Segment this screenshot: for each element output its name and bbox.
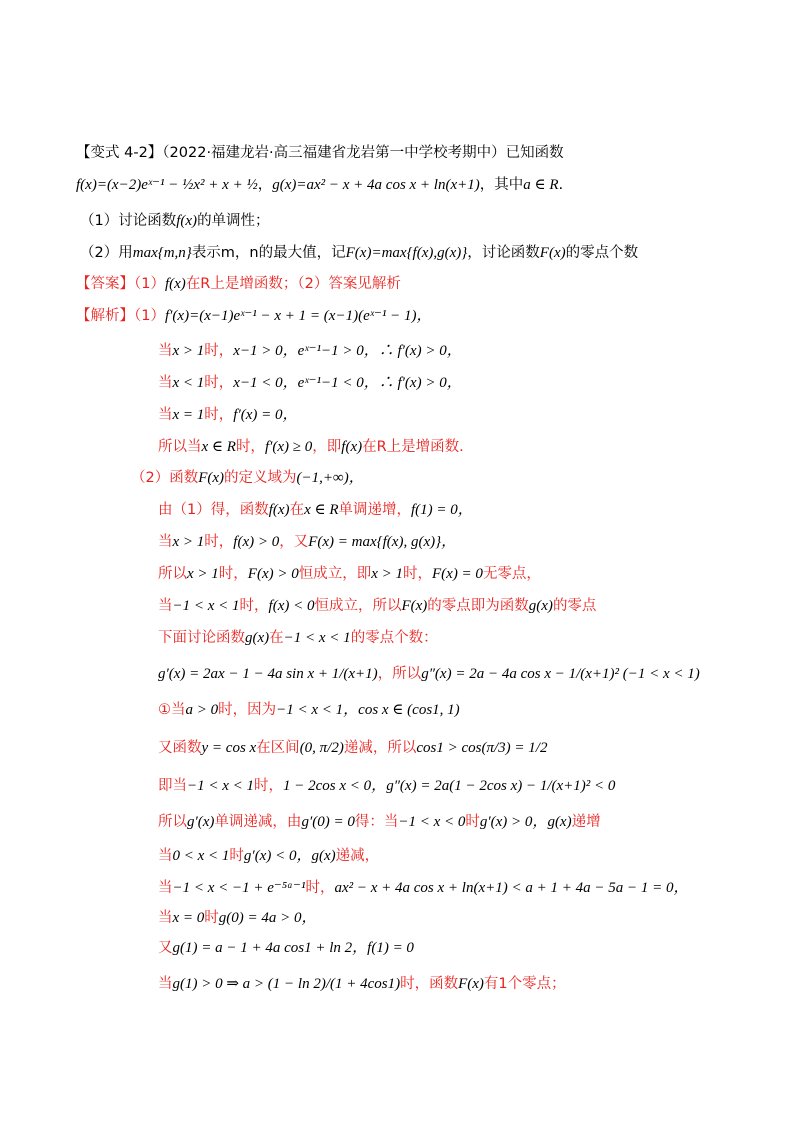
math: f(1) = 0， — [411, 502, 473, 518]
text: 下面讨论函数 — [158, 630, 245, 646]
math: x > 1 — [187, 566, 219, 582]
text: 恒成立，即 — [298, 566, 372, 582]
text: ，所以 — [377, 666, 422, 682]
math: f′(x) ≥ 0 — [264, 439, 313, 455]
solution-line-8 — [158, 532, 456, 552]
f-prime-expr: f′(x)=(x−1)eˣ⁻¹ − x + 1 = (x−1)(eˣ⁻¹ − 1)， — [164, 308, 432, 324]
math: x > 1 — [172, 343, 205, 359]
q2-mid: 表示m，n的最大值，记 — [191, 245, 346, 261]
text: 在R上是增函数. — [362, 439, 464, 455]
problem-tag: 【变式 4-2】 — [76, 145, 163, 161]
math: f(1) = 0 — [367, 940, 414, 956]
text: 在区间 — [256, 740, 300, 756]
answer-label: 【答案】 — [76, 276, 134, 292]
math: g(1) > 0 ⇒ a > (1 − ln 2)/(1 + 4cos1) — [172, 976, 401, 992]
solution-line-12 — [158, 664, 700, 684]
math: −1 < x < 1 — [187, 778, 255, 794]
solution-line-19 — [158, 908, 317, 928]
text: 无零点， — [482, 566, 541, 582]
math: a > 0 — [185, 702, 219, 718]
question-2 — [80, 243, 638, 263]
text: 时， — [204, 343, 234, 359]
math: cos x ∈ (cos1, 1) — [358, 702, 460, 718]
math: F(x) = max{f(x), g(x)}， — [308, 534, 457, 550]
math: −1 < x < 0 — [398, 814, 466, 830]
solution-line-11 — [158, 628, 438, 648]
text: 得：当 — [354, 814, 399, 830]
solution-line-17 — [158, 846, 379, 866]
q2-Fx: F(x) — [539, 245, 566, 261]
math: g(x) — [528, 598, 553, 614]
problem-definitions — [76, 175, 563, 195]
text: 的零点即为函数 — [427, 598, 529, 614]
g-definition: g(x)=ax² − x + 4a cos x + ln(x+1) — [272, 177, 480, 193]
math: 1 − 2cos x < 0， — [283, 778, 387, 794]
solution-line-6 — [131, 468, 364, 488]
math: ax² − x + 4a cos x + ln(x+1) < a + 1 + 4a − 5a − 1 = 0， — [334, 880, 689, 896]
math: x < 1 — [172, 375, 205, 391]
math: f(x) > 0 — [233, 534, 280, 550]
text: 时 — [204, 910, 219, 926]
math: −1 < x < 1， — [276, 702, 359, 718]
text: 当 — [158, 880, 173, 896]
text: 当 — [158, 598, 173, 614]
q1-fx: f(x) — [176, 213, 198, 229]
math: (0, π/2) — [299, 740, 344, 756]
text: 当 — [158, 910, 173, 926]
math: F(x) — [458, 976, 484, 992]
text: 即当 — [158, 778, 187, 794]
text: 所以 — [158, 566, 187, 582]
q1-suffix: 的单调性； — [197, 213, 270, 229]
text: 时， — [403, 566, 432, 582]
f-definition: f(x)=(x−2)eˣ⁻¹ − ½x² + x + ½ — [76, 177, 258, 193]
answer-line — [76, 274, 401, 294]
math: x = 1 — [172, 407, 205, 423]
text: 所以 — [158, 814, 187, 830]
text: 当 — [158, 848, 173, 864]
text: 时， — [239, 598, 269, 614]
text: （2）函数 — [131, 470, 199, 486]
math: x−1 < 0，eˣ⁻¹−1 < 0，∴ f′(x) > 0， — [233, 375, 462, 391]
math: x = 0 — [172, 910, 205, 926]
text: 时， — [204, 375, 234, 391]
text: 的零点 — [552, 598, 597, 614]
math: f(x) < 0 — [268, 598, 315, 614]
math: (−1,+∞)， — [296, 470, 364, 486]
math: x ∈ R — [304, 502, 339, 518]
q1-prefix: （1）讨论函数 — [80, 213, 177, 229]
text: 所以当 — [158, 439, 202, 455]
math: −1 < x < −1 + e⁻⁵ᵃ⁻¹ — [172, 880, 306, 896]
math: g″(x) = 2a(1 − 2cos x) − 1/(x+1)² < 0 — [386, 778, 616, 794]
solution-line-2 — [158, 341, 462, 361]
text: 单调递减，由 — [214, 814, 302, 830]
text: 递增 — [571, 814, 601, 830]
solution-line-1 — [76, 306, 432, 326]
solution-line-14 — [158, 738, 547, 758]
period: . — [558, 177, 564, 193]
text: ①当 — [158, 702, 186, 718]
where-text: ，其中 — [479, 177, 524, 193]
math: g′(x) < 0， — [243, 848, 312, 864]
q2-end: 的零点个数 — [565, 245, 639, 261]
math: 0 < x < 1 — [172, 848, 230, 864]
text: 当 — [158, 343, 173, 359]
math: g′(0) = 0 — [301, 814, 355, 830]
text: 当 — [158, 407, 173, 423]
text: 时， — [204, 407, 234, 423]
text: 个零点； — [507, 976, 566, 992]
math: f′(x) = 0， — [233, 407, 298, 423]
math: −1 < x < 1 — [283, 630, 351, 646]
math: cos1 > cos(π/3) = 1/2 — [416, 740, 548, 756]
solution-line-20 — [158, 938, 414, 958]
solution-line-3 — [158, 373, 462, 393]
math: g′(x) > 0， — [479, 814, 548, 830]
solution-line-16 — [158, 812, 601, 832]
text: 有 — [483, 976, 499, 992]
math: g′(x) — [187, 814, 215, 830]
math: x > 1 — [371, 566, 403, 582]
text: 由（1）得，函数 — [158, 502, 269, 518]
text: 时，函数 — [400, 976, 459, 992]
solution-line-4 — [158, 405, 298, 425]
math: F(x) — [198, 470, 225, 486]
q2-max: max{m,n} — [132, 245, 192, 261]
a-in-r: a ∈ R — [523, 177, 559, 193]
math: f(x) — [268, 502, 290, 518]
solution-line-13 — [158, 700, 460, 720]
q2-prefix: （2）用 — [80, 245, 133, 261]
text: 在 — [269, 630, 284, 646]
text: 又函数 — [158, 740, 202, 756]
math: F(x) = 0 — [432, 566, 483, 582]
question-1 — [80, 211, 270, 231]
math: g″(x) = 2a − 4a cos x − 1/(x+1)² (−1 < x < 1) — [421, 666, 700, 682]
text: 当 — [158, 534, 173, 550]
separator: ， — [257, 177, 273, 193]
answer-text: 在R上是增函数；（2）答案见解析 — [185, 276, 401, 292]
math: g(x) — [311, 848, 336, 864]
q2-F-def: F(x)=max{f(x),g(x)} — [345, 245, 468, 261]
text: 时 — [229, 848, 244, 864]
text: 时，因为 — [218, 702, 277, 718]
answer-part1: （1） — [134, 276, 165, 292]
q2-suffix: ，讨论函数 — [467, 245, 540, 261]
solution-label: 【解析】 — [76, 308, 134, 324]
text: 的定义域为 — [224, 470, 297, 486]
text: 1 — [498, 976, 508, 992]
text: 当 — [158, 976, 173, 992]
solution-line-7 — [158, 500, 473, 520]
math: F(x) — [401, 598, 428, 614]
math: g(0) = 4a > 0， — [218, 910, 317, 926]
math: x > 1 — [172, 534, 205, 550]
solution-line-21 — [158, 974, 566, 994]
text: 时， — [235, 439, 265, 455]
text: 单调递增， — [338, 502, 411, 518]
problem-source: （2022·福建龙岩·高三福建省龙岩第一中学校考期中）已知函数 — [162, 145, 564, 161]
math: x−1 > 0，eˣ⁻¹−1 > 0，∴ f′(x) > 0， — [233, 343, 462, 359]
math: g′(x) = 2ax − 1 − 4a sin x + 1/(x+1) — [158, 666, 378, 682]
text: 时， — [254, 778, 284, 794]
math: f(x) — [341, 439, 363, 455]
text: ，即 — [312, 439, 342, 455]
math: F(x) > 0 — [247, 566, 299, 582]
math: g(1) = a − 1 + 4a cos1 + ln 2， — [172, 940, 368, 956]
text: ，又 — [279, 534, 309, 550]
text: 递减， — [335, 848, 380, 864]
text: 当 — [158, 375, 173, 391]
text: 时， — [218, 566, 248, 582]
math: g(x) — [547, 814, 572, 830]
text: 递减，所以 — [343, 740, 417, 756]
text: 又 — [158, 940, 173, 956]
problem-header — [76, 143, 564, 163]
math: g(x) — [245, 630, 270, 646]
math: y = cos x — [201, 740, 257, 756]
text: 的零点个数： — [350, 630, 438, 646]
solution-line-18 — [158, 878, 688, 898]
math: −1 < x < 1 — [172, 598, 240, 614]
solution-part1: （1） — [134, 308, 165, 324]
math: x ∈ R — [201, 439, 236, 455]
text: 时 — [465, 814, 480, 830]
text: 时， — [305, 880, 335, 896]
solution-line-15 — [158, 776, 615, 796]
text: 时， — [204, 534, 234, 550]
solution-line-9 — [158, 564, 541, 584]
solution-line-5 — [158, 437, 464, 457]
solution-line-10 — [158, 596, 596, 616]
text: 恒成立，所以 — [314, 598, 402, 614]
answer-fx: f(x) — [164, 276, 186, 292]
text: 在 — [289, 502, 305, 518]
